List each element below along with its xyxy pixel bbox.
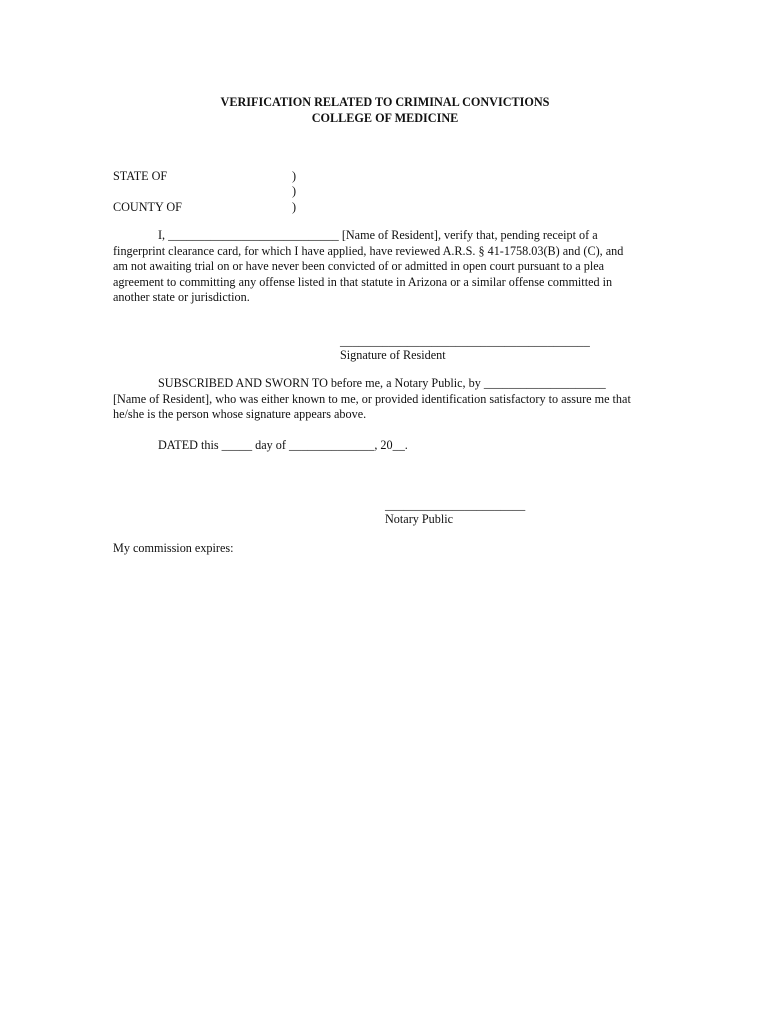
sworn-line: SUBSCRIBED AND SWORN TO before me, a Notary Public, by ____________________ xyxy=(158,376,606,390)
venue-paren-1: ) xyxy=(292,169,297,183)
verification-line: am not awaiting trial on or have never been convicted of or admitted in open court pursuant to a plea xyxy=(113,259,605,273)
resident-signature-label: Signature of Resident xyxy=(340,348,446,362)
dated-line: DATED this _____ day of ______________, 20__. xyxy=(158,438,408,452)
sworn-line: [Name of Resident], who was either known to me, or provided identification satisfactory to assure me that xyxy=(113,391,631,406)
resident-signature-line: _________________________________________ xyxy=(340,334,590,348)
document-title: VERIFICATION RELATED TO CRIMINAL CONVICTIONS xyxy=(220,95,550,109)
commission-label: My commission expires: xyxy=(113,541,234,555)
verification-line: fingerprint clearance card, for which I have applied, have reviewed A.R.S. § 41-1758.03(B) and (C), and xyxy=(113,243,624,258)
venue-paren-3: ) xyxy=(292,200,297,214)
sworn-line: he/she is the person whose signature appears above. xyxy=(113,407,367,421)
verification-line: I, ____________________________ [Name of Resident], verify that, pending receipt of a xyxy=(158,228,598,242)
verification-paragraph xyxy=(113,228,658,306)
document-subtitle: COLLEGE OF MEDICINE xyxy=(311,111,459,125)
venue-paren-2: ) xyxy=(292,184,297,198)
notary-signature-line: _______________________ xyxy=(385,498,526,512)
verification-line: agreement to committing any offense listed in that statute in Arizona or a similar offense committed in xyxy=(113,274,613,289)
verification-line: another state or jurisdiction. xyxy=(113,290,250,304)
sworn-paragraph xyxy=(113,376,658,423)
notary-label: Notary Public xyxy=(385,512,454,526)
state-label: STATE OF xyxy=(113,169,168,183)
county-label: COUNTY OF xyxy=(113,200,182,214)
